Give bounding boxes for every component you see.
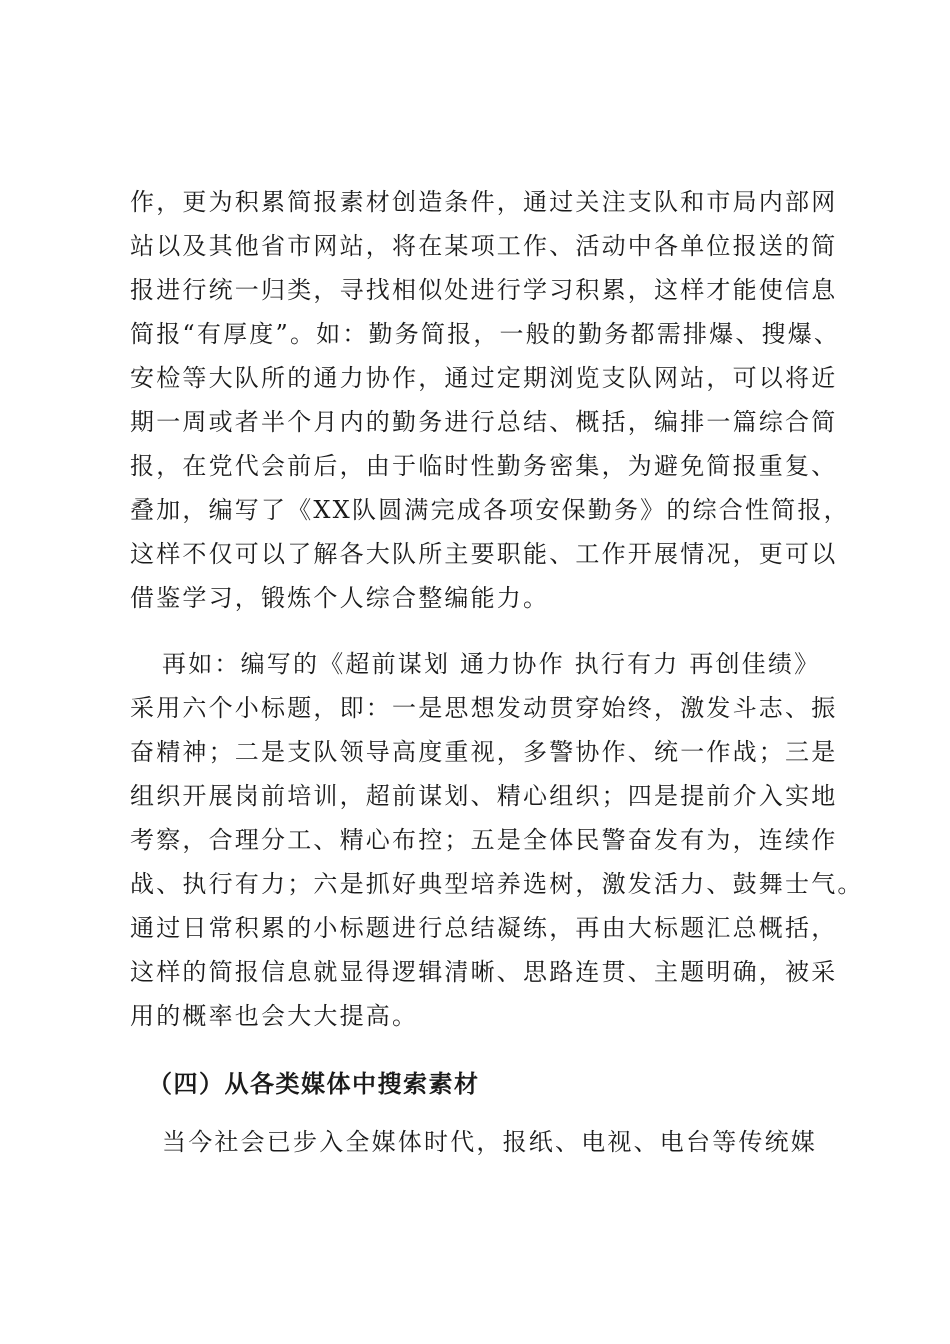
- paragraph-line: 用的概率也会大大提高。: [130, 1002, 419, 1030]
- paragraph-line: 作，更为积累简报素材创造条件，通过关注支队和市局内部网: [130, 188, 838, 216]
- paragraph-line: 报，在党代会前后，由于临时性勤务密集，为避免简报重复、: [130, 452, 838, 480]
- paragraph-line: 安检等大队所的通力协作，通过定期浏览支队网站，可以将近: [130, 364, 838, 392]
- paragraph-line: 站以及其他省市网站，将在某项工作、活动中各单位报送的简: [130, 232, 838, 260]
- paragraph-line: 这样不仅可以了解各大队所主要职能、工作开展情况，更可以: [130, 540, 838, 568]
- paragraph-line: 采用六个小标题，即：一是思想发动贯穿始终，激发斗志、振: [130, 694, 838, 722]
- paragraph-line: 组织开展岗前培训，超前谋划、精心组织；四是提前介入实地: [130, 782, 838, 810]
- paragraph-line: 这样的简报信息就显得逻辑清晰、思路连贯、主题明确，被采: [130, 958, 838, 986]
- paragraph-line: 通过日常积累的小标题进行总结凝练，再由大标题汇总概括，: [130, 914, 838, 942]
- paragraph-line: 当今社会已步入全媒体时代，报纸、电视、电台等传统媒: [162, 1128, 817, 1156]
- paragraph-line: 再如：编写的《超前谋划 通力协作 执行有力 再创佳绩》: [162, 650, 821, 678]
- paragraph-line: 考察，合理分工、精心布控；五是全体民警奋发有为，连续作: [130, 826, 838, 854]
- paragraph-line: 期一周或者半个月内的勤务进行总结、概括，编排一篇综合简: [130, 408, 838, 436]
- paragraph-line: 简报“有厚度”。如：勤务简报，一般的勤务都需排爆、搜爆、: [130, 320, 841, 348]
- paragraph-line: 战、执行有力；六是抓好典型培养选树，激发活力、鼓舞士气。: [130, 870, 864, 898]
- section-heading: （四）从各类媒体中搜索素材: [148, 1069, 480, 1098]
- paragraph-line: 报进行统一归类，寻找相似处进行学习积累，这样才能使信息: [130, 276, 838, 304]
- paragraph-line: 奋精神；二是支队领导高度重视，多警协作、统一作战；三是: [130, 738, 838, 766]
- paragraph-line: 叠加，编写了《XX队圆满完成各项安保勤务》的综合性简报，: [130, 496, 850, 524]
- paragraph-line: 借鉴学习，锻炼个人综合整编能力。: [130, 584, 550, 612]
